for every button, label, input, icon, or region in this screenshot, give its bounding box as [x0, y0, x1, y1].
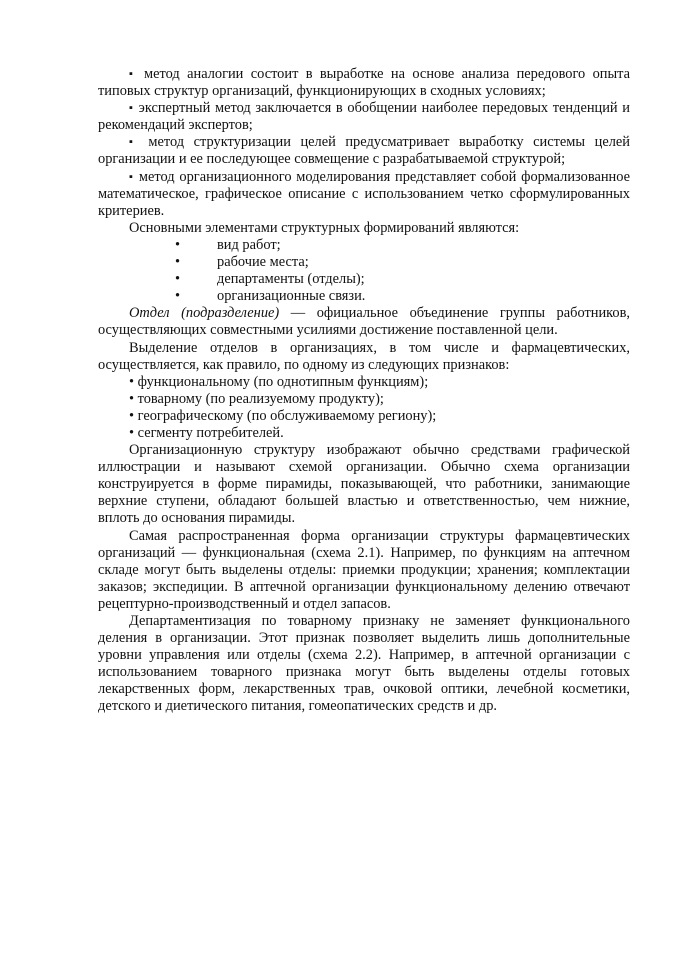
method-goal-structuring: ▪ метод структуризации целей предусматривает выработку системы целей организации и ее последующее совмещение с разрабатываемой структурой; — [98, 134, 630, 168]
list-item: • организационные связи. — [98, 288, 630, 305]
paragraph-product: Департаментизация по товарному признаку не заменяет функционального деления в организации. Этот признак позволяет выделить лишь дополнительные уровни управления или отделы (схема 2.2). Например, в аптечной организации с использованием товарного признака могут быть выделены отделы готовых лекарственных форм, лекарственных трав, очковой оптики, лечебной косметики, детского и диетического питания, гомеопатических средств и др. — [98, 613, 630, 715]
method-expert: ▪ экспертный метод заключается в обобщении наиболее передовых тенденций и рекомендаций экспертов; — [98, 100, 630, 134]
paragraph-scheme: Организационную структуру изображают обычно средствами графической иллюстрации и называют схемой организации. Обычно схема организации конструируется в форме пирамиды, показывающей, что работники, занимающие верхние ступени, обладают большей властью и ответственностью, чем нижние, вплоть до основания пирамиды. — [98, 442, 630, 527]
square-bullet-icon: ▪ — [129, 102, 134, 115]
square-bullet-icon: ▪ — [129, 136, 139, 149]
criteria-intro: Выделение отделов в организациях, в том числе и фармацевтических, осуществляется, как правило, по одному из следующих признаков: — [98, 339, 630, 373]
department-definition — [98, 305, 630, 339]
definition-text: — официальное объединение группы работников, осуществляющих совместными усилиями достижение поставленной цели. — [98, 305, 630, 339]
list-item: • функциональному (по однотипным функциям); — [129, 373, 429, 390]
paragraph-functional: Самая распространенная форма организации структуры фармацевтических организаций — функциональная (схема 2.1). Например, по функциям на аптечном складе могут быть выделены отделы: приемки продукции; хранения; комплектации заказов; экспедиции. В аптечной организации функциональному делению отвечают рецептурно-производственный и отдел запасов. — [98, 527, 630, 612]
elements-list — [98, 237, 630, 305]
list-item: • товарному (по реализуемому продукту); — [129, 390, 384, 407]
list-item: • департаменты (отделы); — [98, 271, 630, 288]
method-analogy: ▪ метод аналогии состоит в выработке на основе анализа передового опыта типовых структур организаций, функционирующих в сходных условиях; — [98, 66, 630, 100]
elements-intro: Основными элементами структурных формирований являются: — [129, 219, 520, 236]
method-modeling: ▪ метод организационного моделирования представляет собой формализованное математическое, графическое описание с использованием четко сформулированных критериев. — [98, 168, 630, 219]
list-item: • вид работ; — [98, 237, 630, 254]
list-item: • географическому (по обслуживаемому региону); — [129, 407, 437, 424]
definition-term: Отдел (подразделение) — [129, 305, 280, 322]
square-bullet-icon: ▪ — [129, 68, 137, 80]
list-item: • рабочие места; — [98, 254, 630, 271]
document-page — [98, 66, 630, 716]
square-bullet-icon: ▪ — [129, 170, 135, 183]
list-item: • сегменту потребителей. — [129, 424, 284, 441]
